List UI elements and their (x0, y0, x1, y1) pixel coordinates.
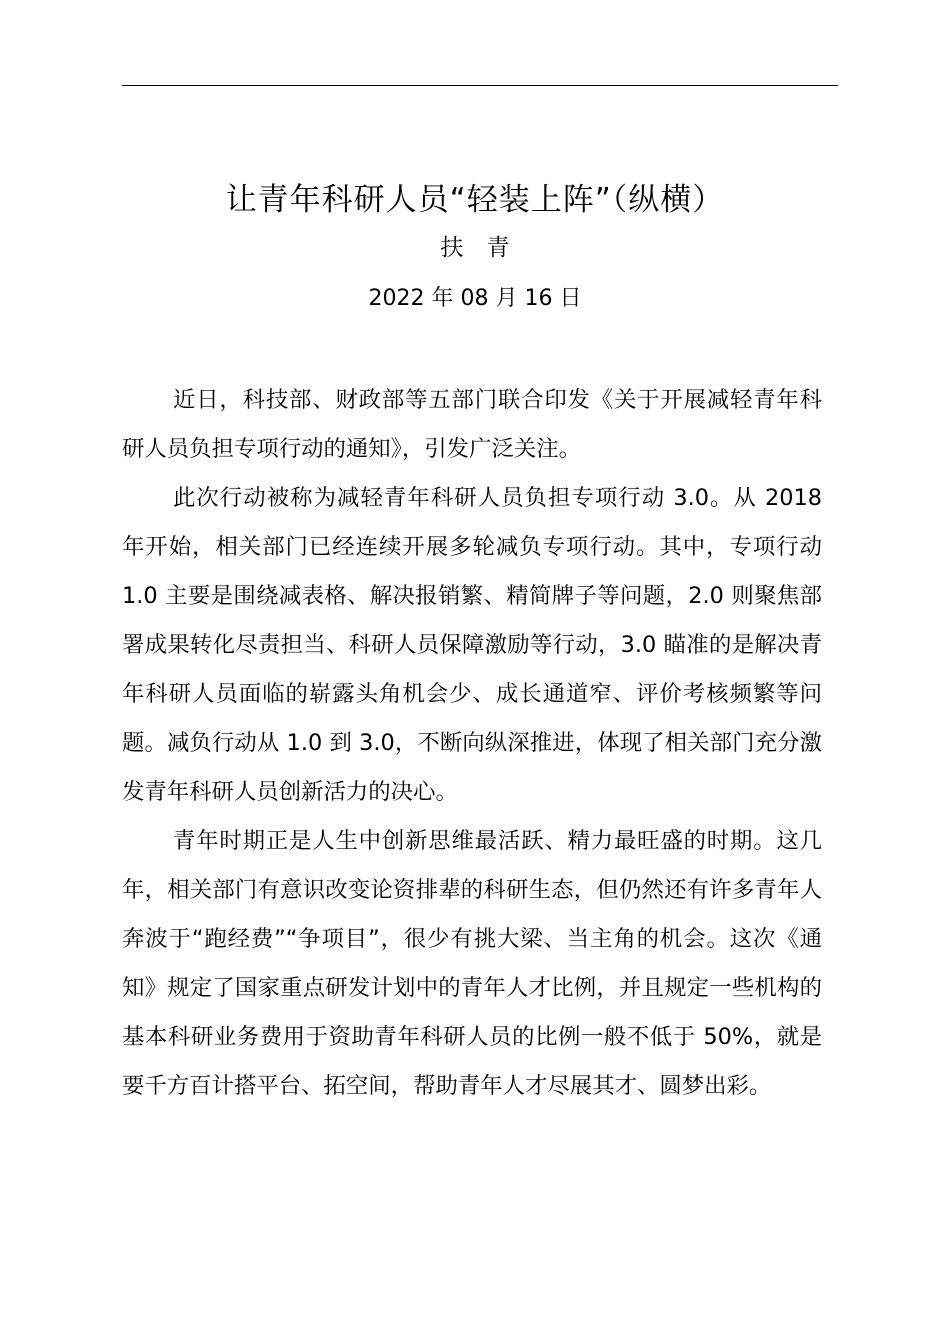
paragraph-3: 青年时期正是人生中创新思维最活跃、精力最旺盛的时期。这几年，相关部门有意识改变论资排辈的科研生态，但仍然还有许多青年人奔波于“跑经费”“争项目”，很少有挑大梁、当主角的机会。这次《通知》规定了国家重点研发计划中的青年人才比例，并且规定一些机构的基本科研业务费用于资助青年科研人员的比例一般不低于 50%，就是要千方百计搭平台、拓空间，帮助青年人才尽展其才、圆梦出彩。 (122, 828, 822, 1099)
header-rule (122, 85, 838, 86)
paragraph-2: 此次行动被称为减轻青年科研人员负担专项行动 3.0。从 2018 年开始，相关部门已经连续开展多轮减负专项行动。其中，专项行动 1.0 主要是围绕减表格、解决报销繁、精简牌子等问题，2.0 则聚焦部署成果转化尽责担当、科研人员保障激励等行动，3.0 瞄准的是解决青年科研人员面临的崭露头角机会少、成长通道窄、评价考核频繁等问题。减负行动从 1.0 到 3.0，不断向纵深推进，体现了相关部门充分激发青年科研人员创新活力的决心。 (122, 485, 822, 805)
article-title: 让青年科研人员“轻装上阵”（纵横） (225, 182, 725, 218)
article-body (122, 376, 822, 1111)
article-date: 2022 年 08 月 16 日 (368, 286, 582, 311)
article-author: 扶 青 (440, 235, 518, 261)
paragraph-1: 近日，科技部、财政部等五部门联合印发《关于开展减轻青年科研人员负担专项行动的通知》，引发广泛关注。 (122, 387, 822, 462)
